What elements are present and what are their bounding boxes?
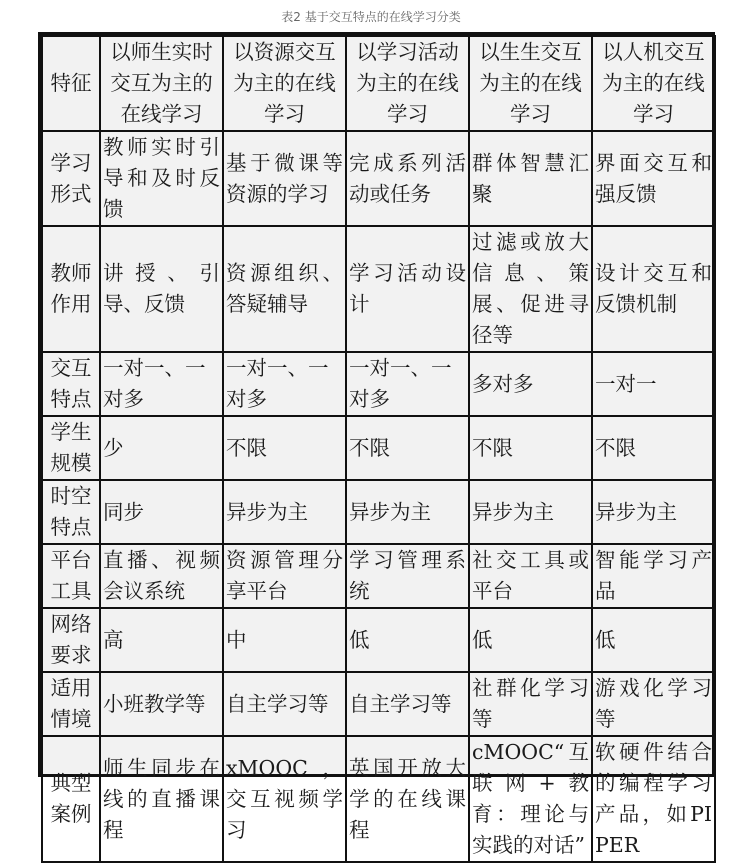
table-cell: 低 (346, 608, 469, 672)
table-cell: 一对一、一对多 (346, 352, 469, 416)
table-row (42, 352, 715, 416)
table-row (42, 480, 715, 544)
table-cell: 中 (223, 608, 346, 672)
table-row (42, 226, 715, 352)
column-header: 以师生实时交互为主的在线学习 (100, 36, 223, 131)
row-header: 平台工具 (42, 544, 100, 608)
table-row (42, 608, 715, 672)
header-row (42, 36, 715, 131)
table-cell: 学习活动设计 (346, 226, 469, 352)
table-row (42, 672, 715, 736)
row-header: 教师作用 (42, 226, 100, 352)
table-cell: 社交工具或平台 (469, 544, 592, 608)
table-cell: 设计交互和反馈机制 (592, 226, 715, 352)
table-row (42, 736, 715, 862)
table-cell: 游戏化学习等 (592, 672, 715, 736)
row-header: 典型案例 (42, 736, 100, 862)
table-cell: 师生同步在线的直播课程 (100, 736, 223, 862)
table-cell: 异步为主 (346, 480, 469, 544)
row-header: 网络要求 (42, 608, 100, 672)
table-cell: 智能学习产品 (592, 544, 715, 608)
row-header: 学习形式 (42, 131, 100, 226)
table-cell: 少 (100, 416, 223, 480)
table-cell: 一对一、一对多 (223, 352, 346, 416)
table-cell: 软硬件结合的编程学习产品，如PIPER (592, 736, 715, 862)
row-header: 适用情境 (42, 672, 100, 736)
table-cell: cMOOC“互联网+教育：理论与实践的对话” (469, 736, 592, 862)
table-cell: 多对多 (469, 352, 592, 416)
table-cell: 高 (100, 608, 223, 672)
classification-table (38, 32, 715, 857)
table-cell: 异步为主 (223, 480, 346, 544)
table-cell: 社群化学习等 (469, 672, 592, 736)
table-row (42, 131, 715, 226)
data-table (41, 35, 716, 863)
table-row (42, 544, 715, 608)
table-cell: 英国开放大学的在线课程 (346, 736, 469, 862)
table-cell: 直播、视频会议系统 (100, 544, 223, 608)
table-cell: 自主学习等 (346, 672, 469, 736)
column-header: 以资源交互为主的在线学习 (223, 36, 346, 131)
table-cell: 低 (592, 608, 715, 672)
table-cell: 异步为主 (592, 480, 715, 544)
row-header: 时空特点 (42, 480, 100, 544)
corner-header: 特征 (42, 36, 100, 131)
table-cell: 一对一 (592, 352, 715, 416)
table-cell: 资源管理分享平台 (223, 544, 346, 608)
table-cell: 群体智慧汇聚 (469, 131, 592, 226)
table-cell: 小班教学等 (100, 672, 223, 736)
column-header: 以人机交互为主的在线学习 (592, 36, 715, 131)
table-caption: 表2 基于交互特点的在线学习分类 (281, 10, 461, 24)
table-cell: 同步 (100, 480, 223, 544)
row-header: 学生规模 (42, 416, 100, 480)
table-cell: 低 (469, 608, 592, 672)
table-row (42, 416, 715, 480)
table-cell: 自主学习等 (223, 672, 346, 736)
column-header: 以生生交互为主的在线学习 (469, 36, 592, 131)
column-header: 以学习活动为主的在线学习 (346, 36, 469, 131)
table-cell: 讲授、引导、反馈 (100, 226, 223, 352)
table-cell: 界面交互和强反馈 (592, 131, 715, 226)
table-cell: 学习管理系统 (346, 544, 469, 608)
table-cell: 完成系列活动或任务 (346, 131, 469, 226)
row-header: 交互特点 (42, 352, 100, 416)
table-cell: 教师实时引导和及时反馈 (100, 131, 223, 226)
table-cell: 一对一、一对多 (100, 352, 223, 416)
table-cell: 不限 (346, 416, 469, 480)
table-cell: 过滤或放大信息、策展、促进寻径等 (469, 226, 592, 352)
table-cell: 不限 (469, 416, 592, 480)
table-cell: 基于微课等资源的学习 (223, 131, 346, 226)
table-cell: 异步为主 (469, 480, 592, 544)
table-cell: 不限 (592, 416, 715, 480)
table-cell: 不限 (223, 416, 346, 480)
table-cell: xMOOC，交互视频学习 (223, 736, 346, 862)
table-cell: 资源组织、答疑辅导 (223, 226, 346, 352)
